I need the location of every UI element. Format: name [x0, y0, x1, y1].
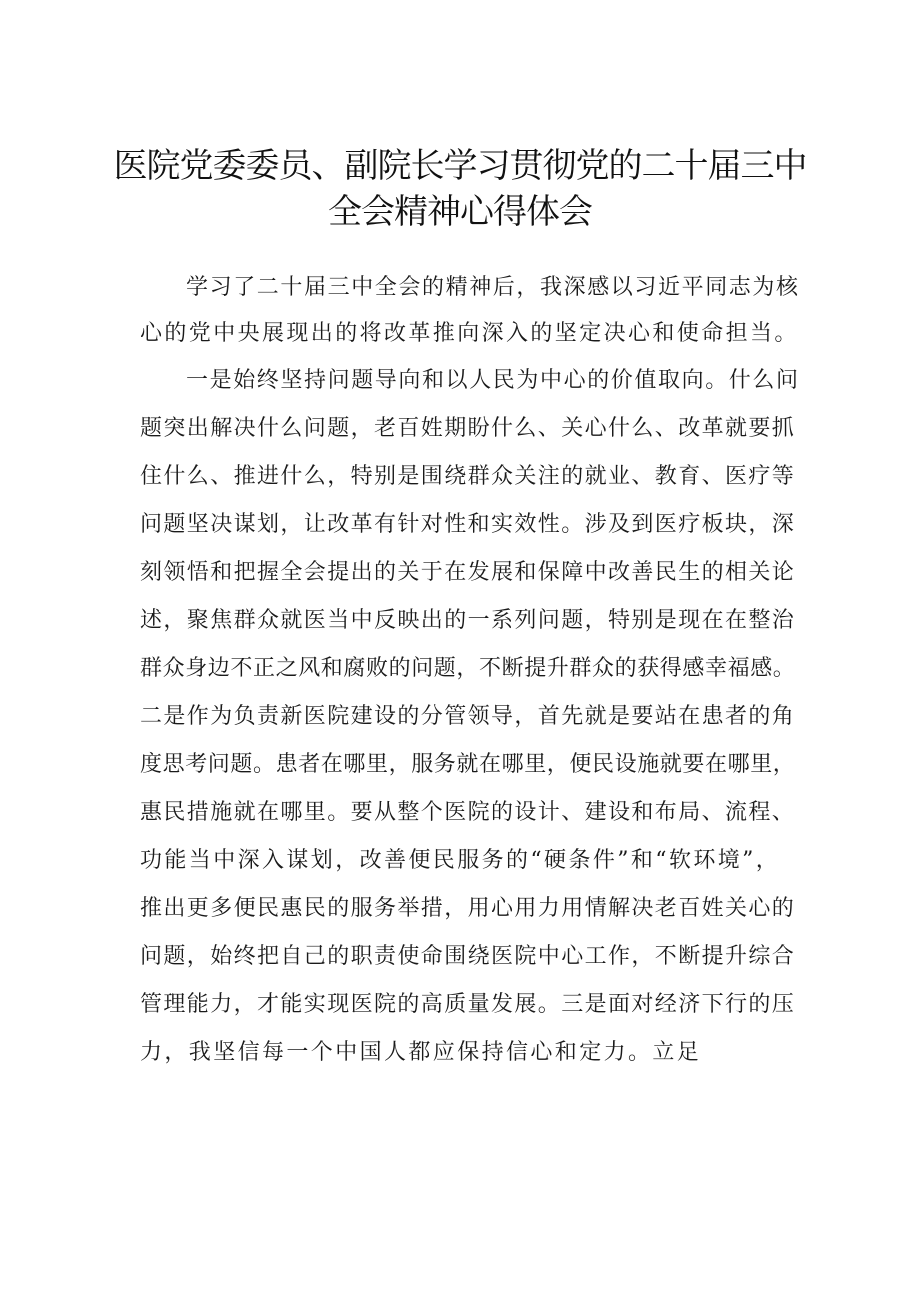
body-line-9: 群众身边不正之风和腐败的问题，不断提升群众的获得感幸福感。 [140, 656, 796, 681]
body-line-17: 力，我坚信每一个中国人都应保持信心和定力。立足 [140, 1040, 702, 1065]
body-line-5: 住什么、推进什么，特别是围绕群众关注的就业、教育、医疗等 [140, 464, 796, 489]
body-line-8: 述，聚焦群众就医当中反映出的一系列问题，特别是现在在整治 [140, 608, 796, 633]
document-title-line-2: 全会精神心得体会 [328, 192, 592, 232]
body-line-11: 度思考问题。患者在哪里，服务就在哪里，便民设施就要在哪里， [140, 752, 796, 777]
body-line-10: 二是作为负责新医院建设的分管领导，首先就是要站在患者的角 [140, 704, 796, 729]
body-line-7: 刻领悟和把握全会提出的关于在发展和保障中改善民生的相关论 [140, 560, 796, 585]
body-line-13: 功能当中深入谋划，改善便民服务的“硬条件”和“软环境”， [140, 848, 781, 873]
body-line-16: 管理能力，才能实现医院的高质量发展。三是面对经济下行的压 [140, 992, 796, 1017]
body-line-12: 惠民措施就在哪里。要从整个医院的设计、建设和布局、流程、 [140, 800, 796, 825]
body-line-1: 学习了二十届三中全会的精神后，我深感以习近平同志为核 [186, 275, 800, 300]
body-line-14: 推出更多便民惠民的服务举措，用心用力用情解决老百姓关心的 [140, 896, 796, 921]
body-line-15: 问题，始终把自己的职责使命围绕医院中心工作，不断提升综合 [140, 944, 796, 969]
body-line-6: 问题坚决谋划，让改革有针对性和实效性。涉及到医疗板块，深 [140, 512, 796, 537]
body-line-2: 心的党中央展现出的将改革推向深入的坚定决心和使命担当。 [140, 321, 799, 346]
document-title-line-1: 医院党委委员、副院长学习贯彻党的二十届三中 [113, 146, 807, 186]
body-line-4: 题突出解决什么问题，老百姓期盼什么、关心什么、改革就要抓 [140, 416, 796, 441]
body-line-3: 一是始终坚持问题导向和以人民为中心的价值取向。什么问 [186, 368, 800, 393]
